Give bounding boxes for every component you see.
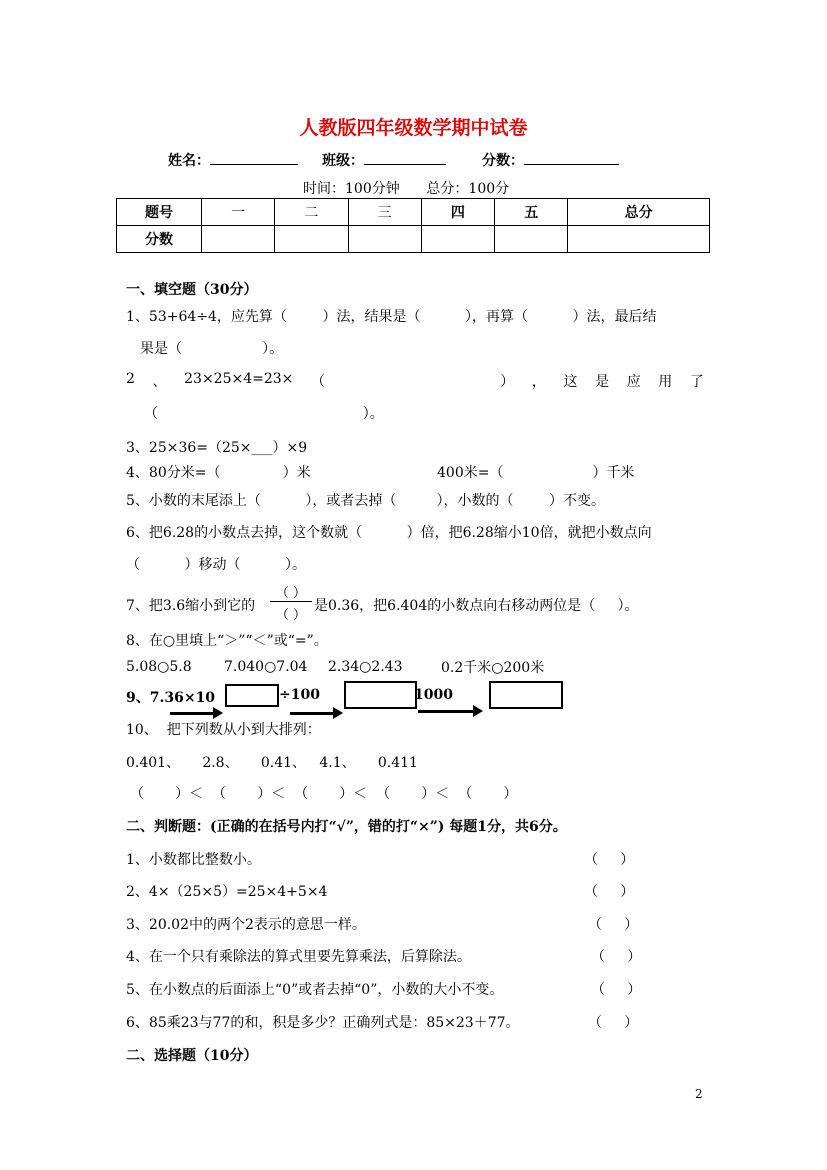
question-2-line-2: （ ）。 xyxy=(144,406,384,422)
judge-bracket[interactable]: （ ） xyxy=(588,917,639,933)
fraction-denominator: （ ） xyxy=(275,608,307,623)
page-number: 2 xyxy=(695,1087,703,1101)
q2-part: 应 xyxy=(626,374,641,390)
question-9-thousand: 1000 xyxy=(414,687,453,703)
q2-part: ， xyxy=(531,374,546,390)
compare-item: 2.34○2.43 xyxy=(328,659,403,675)
class-label: 班级： xyxy=(322,153,364,169)
question-1-line-1: 1、53+64÷4，应先算（ ）法，结果是（ ），再算（ ）法，最后结 xyxy=(126,309,657,325)
answer-box[interactable] xyxy=(489,681,563,709)
question-10: 10、 把下列数从小到大排列： xyxy=(126,722,321,738)
judge-bracket[interactable]: （ ） xyxy=(591,982,642,998)
judge-item: 4、在一个只有乘除法的算式里要先算乘法，后算除法。 xyxy=(126,949,471,965)
question-8: 8、在○里填上“＞”“＜”或“=”。 xyxy=(126,633,328,649)
table-cell[interactable] xyxy=(202,226,275,253)
question-4-b: 400米=（ ）千米 xyxy=(437,465,635,481)
q2-part: （ xyxy=(311,374,326,390)
judge-bracket[interactable]: （ ） xyxy=(588,1015,639,1031)
question-3: 3、25×36=（25×___）×9 xyxy=(126,440,308,456)
question-9-start: 9、7.36×10 xyxy=(126,690,216,706)
score-field xyxy=(482,150,619,170)
compare-item: 7.040○7.04 xyxy=(224,659,308,675)
section-heading-judge: 二、判断题：(正确的在括号内打“√”，错的打“×”) 每题1分，共6分。 xyxy=(126,819,567,835)
table-cell: 分数 xyxy=(117,226,202,253)
judge-bracket[interactable]: （ ） xyxy=(591,949,642,965)
section-heading-fill: 一、填空题（30分） xyxy=(126,282,258,298)
table-cell: 三 xyxy=(348,199,421,226)
table-cell[interactable] xyxy=(495,226,568,253)
table-row xyxy=(117,226,710,253)
q2-part: 用 xyxy=(658,374,673,390)
score-table xyxy=(116,198,710,253)
judge-item: 6、85乘23与77的和，积是多少？正确列式是：85×23＋77。 xyxy=(126,1015,520,1031)
q2-part: ） xyxy=(500,374,515,390)
judge-item: 5、在小数点的后面添上“0”或者去掉“0”，小数的大小不变。 xyxy=(126,982,504,998)
class-blank[interactable] xyxy=(364,150,446,165)
score-blank[interactable] xyxy=(524,150,619,165)
arrow-icon xyxy=(290,712,335,715)
fraction-bar xyxy=(270,601,312,602)
question-2-line-1 xyxy=(126,371,704,391)
judge-bracket[interactable]: （ ） xyxy=(584,884,635,900)
compare-item: 5.08○5.8 xyxy=(126,659,192,675)
table-cell[interactable] xyxy=(348,226,421,253)
q2-part: 、 xyxy=(152,374,167,390)
name-field xyxy=(168,150,298,170)
question-10-answer: （ ）＜ （ ）＜ （ ）＜ （ ）＜ （ ） xyxy=(130,786,518,802)
question-9-divide: ÷100 xyxy=(279,687,320,703)
fraction-numerator: （ ） xyxy=(275,586,307,601)
question-1-line-2: 果是（ ）。 xyxy=(140,341,284,357)
arrow-icon xyxy=(418,710,475,713)
q2-part: 这 xyxy=(563,374,578,390)
arrow-icon xyxy=(170,712,215,715)
table-cell: 总分 xyxy=(568,199,710,226)
answer-box[interactable] xyxy=(344,681,417,709)
name-label: 姓名： xyxy=(168,153,210,169)
compare-item: 0.2千米○200米 xyxy=(441,660,545,676)
section-heading-choice: 二、选择题（10分） xyxy=(126,1048,258,1064)
question-7-a: 7、把3.6缩小到它的 xyxy=(126,598,256,614)
q2-part: 是 xyxy=(595,374,610,390)
table-cell: 题号 xyxy=(117,199,202,226)
table-cell: 二 xyxy=(275,199,348,226)
table-cell: 一 xyxy=(202,199,275,226)
name-blank[interactable] xyxy=(210,150,298,165)
question-4-a: 4、80分米=（ ）米 xyxy=(126,465,311,481)
question-10-numbers: 0.401、 2.8、 0.41、 4.1、 0.411 xyxy=(126,755,418,771)
question-5: 5、小数的末尾添上（ ），或者去掉（ ），小数的（ ）不变。 xyxy=(126,493,606,509)
question-6-line-2: （ ）移动（ ）。 xyxy=(126,557,307,573)
table-cell[interactable] xyxy=(421,226,494,253)
table-cell[interactable] xyxy=(568,226,710,253)
score-label: 分数： xyxy=(482,153,524,169)
time-total: 时间：100分钟 总分：100分 xyxy=(303,181,510,197)
q2-part: 23×25×4=23× xyxy=(184,371,294,387)
q2-part: 了 xyxy=(689,374,704,390)
table-row xyxy=(117,199,710,226)
question-6-line-1: 6、把6.28的小数点去掉，这个数就（ ）倍，把6.28缩小10倍，就把小数点向 xyxy=(126,525,652,541)
table-cell: 四 xyxy=(421,199,494,226)
judge-item: 1、小数都比整数小。 xyxy=(126,852,261,868)
judge-bracket[interactable]: （ ） xyxy=(584,852,635,868)
answer-box[interactable] xyxy=(225,684,279,707)
question-7-b: 是0.36，把6.404的小数点向右移动两位是（ ）。 xyxy=(314,598,639,614)
table-cell[interactable] xyxy=(275,226,348,253)
class-field xyxy=(322,150,446,170)
q2-gap xyxy=(343,371,483,391)
judge-item: 3、20.02中的两个2表示的意思一样。 xyxy=(126,917,366,933)
judge-item: 2、4×（25×5）=25×4+5×4 xyxy=(126,884,328,900)
table-cell: 五 xyxy=(495,199,568,226)
page-title: 人教版四年级数学期中试卷 xyxy=(299,117,528,139)
q2-part: 2 xyxy=(126,371,135,387)
